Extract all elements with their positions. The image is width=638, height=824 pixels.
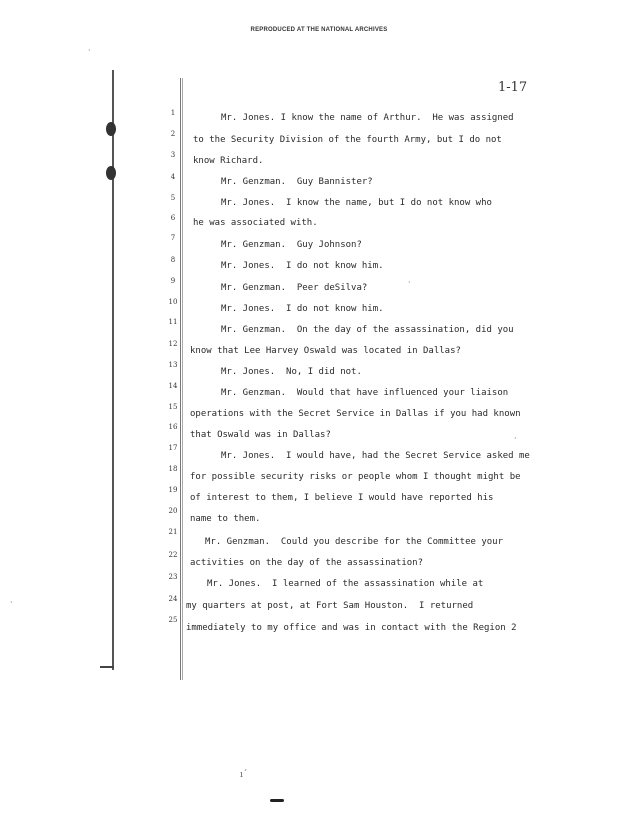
- transcript-line: Mr. Jones. I do not know him.: [221, 261, 384, 271]
- binder-foot-line: [100, 666, 114, 668]
- transcript-line: Mr. Genzman. Guy Bannister?: [221, 177, 373, 187]
- line-number: 13: [168, 361, 178, 369]
- line-number: 12: [168, 340, 178, 348]
- line-number: 21: [168, 528, 178, 536]
- transcript-line: Mr. Genzman. Could you describe for the Committee your: [205, 537, 504, 547]
- line-number: 10: [168, 298, 178, 306]
- binder-hole-icon: [106, 166, 116, 180]
- line-number: 24: [168, 595, 178, 603]
- line-number: 3: [170, 151, 176, 159]
- binder-edge-line: [112, 70, 114, 670]
- line-number: 1: [170, 109, 176, 117]
- transcript-line: Mr. Jones. I know the name of Arthur. He was assigned: [221, 113, 514, 123]
- transcript-line: Mr. Genzman. Guy Johnson?: [221, 240, 362, 250]
- transcript-line: immediately to my office and was in contact with the Region 2: [186, 623, 517, 633]
- transcript-line: name to them.: [190, 514, 261, 524]
- transcript-line: he was associated with.: [193, 218, 318, 228]
- line-number: 6: [170, 214, 176, 222]
- margin-rule-secondary: [182, 78, 183, 680]
- transcript-line: activities on the day of the assassination?: [190, 558, 423, 568]
- line-number: 16: [168, 423, 178, 431]
- transcript-line: operations with the Secret Service in Dallas if you had known: [190, 409, 521, 419]
- line-number: 4: [170, 173, 176, 181]
- line-number: 9: [170, 277, 176, 285]
- bottom-mark: [270, 799, 284, 802]
- transcript-line: Mr. Genzman. Peer deSilva?: [221, 283, 368, 293]
- transcript-line: Mr. Jones. I know the name, but I do not know who: [221, 198, 492, 208]
- transcript-line: for possible security risks or people whom I thought might be: [190, 472, 521, 482]
- transcript-line: know that Lee Harvey Oswald was located in Dallas?: [190, 346, 461, 356]
- line-number: 17: [168, 444, 178, 452]
- line-number: 14: [168, 382, 178, 390]
- transcript-line: know Richard.: [193, 156, 264, 166]
- transcript-line: to the Security Division of the fourth Army, but I do not: [193, 135, 502, 145]
- line-number: 23: [168, 573, 178, 581]
- archive-header: REPRODUCED AT THE NATIONAL ARCHIVES: [250, 27, 388, 33]
- line-number: 25: [168, 616, 178, 624]
- transcript-line: Mr. Genzman. On the day of the assassination, did you: [221, 325, 514, 335]
- transcript-line: Mr. Jones. No, I did not.: [221, 367, 362, 377]
- line-number: 5: [170, 194, 176, 202]
- line-number: 18: [168, 465, 178, 473]
- transcript-line: Mr. Jones. I learned of the assassination while at: [207, 579, 484, 589]
- transcript-line: my quarters at post, at Fort Sam Houston. I returned: [186, 601, 474, 611]
- line-number: 7: [170, 234, 176, 242]
- transcript-line: that Oswald was in Dallas?: [190, 430, 331, 440]
- transcript-line: Mr. Jones. I do not know him.: [221, 304, 384, 314]
- stray-mark: ·: [88, 46, 91, 55]
- stray-mark: ·: [10, 598, 13, 607]
- transcript-line: Mr. Jones. I would have, had the Secret Service asked me: [221, 451, 530, 461]
- line-number: 11: [168, 318, 178, 326]
- stray-mark: ı´: [240, 770, 248, 780]
- line-number: 20: [168, 507, 178, 515]
- line-number: 8: [170, 256, 176, 264]
- line-number: 19: [168, 486, 178, 494]
- transcript-line: Mr. Genzman. Would that have influenced your liaison: [221, 388, 509, 398]
- stray-mark: ·: [408, 278, 411, 287]
- transcript-line: of interest to them, I believe I would have reported his: [190, 493, 494, 503]
- line-number: 15: [168, 403, 178, 411]
- binder-hole-icon: [106, 122, 116, 136]
- page-number: 1-17: [498, 80, 528, 95]
- margin-rule: [180, 78, 181, 680]
- line-number: 22: [168, 551, 178, 559]
- line-number: 2: [170, 130, 176, 138]
- stray-mark: ·: [514, 434, 517, 443]
